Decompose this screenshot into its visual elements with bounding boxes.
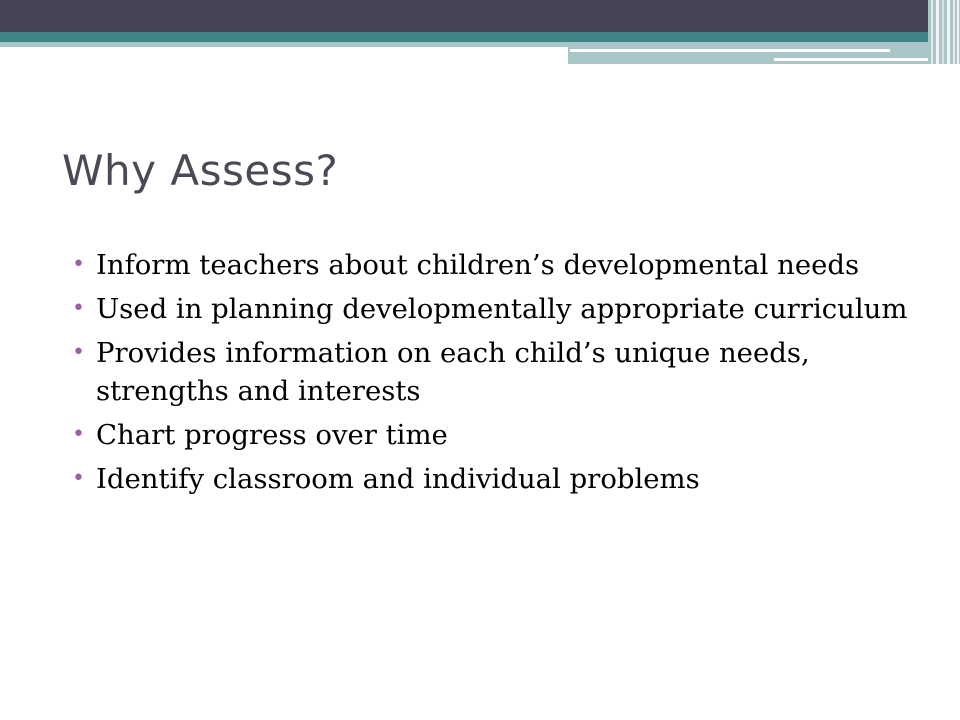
bullet-icon: • [72, 340, 85, 365]
bullet-icon: • [72, 422, 85, 447]
header-light-band [0, 42, 568, 47]
bullet-icon: • [72, 252, 85, 277]
bullet-text: Chart progress over time [96, 419, 448, 451]
bullet-list [72, 246, 922, 504]
bullet-item [72, 334, 922, 410]
bullet-text: Identify classroom and individual problems [96, 463, 700, 495]
bullet-item [72, 290, 922, 328]
bullet-item [72, 246, 922, 284]
slide-title: Why Assess? [62, 146, 339, 195]
bullet-icon: • [72, 466, 85, 491]
bullet-item [72, 416, 922, 454]
bullet-text: Provides information on each child’s unique needs, strengths and interests [96, 337, 810, 407]
bullet-text: Inform teachers about children’s developmental needs [96, 249, 860, 281]
bullet-item [72, 460, 922, 498]
header-white-line [570, 49, 890, 52]
header-dark-band [0, 0, 960, 32]
bullet-icon: • [72, 296, 85, 321]
corner-stripes-decoration [928, 0, 960, 64]
header-teal-band [0, 32, 960, 42]
bullet-text: Used in planning developmentally appropriate curriculum [96, 293, 908, 325]
